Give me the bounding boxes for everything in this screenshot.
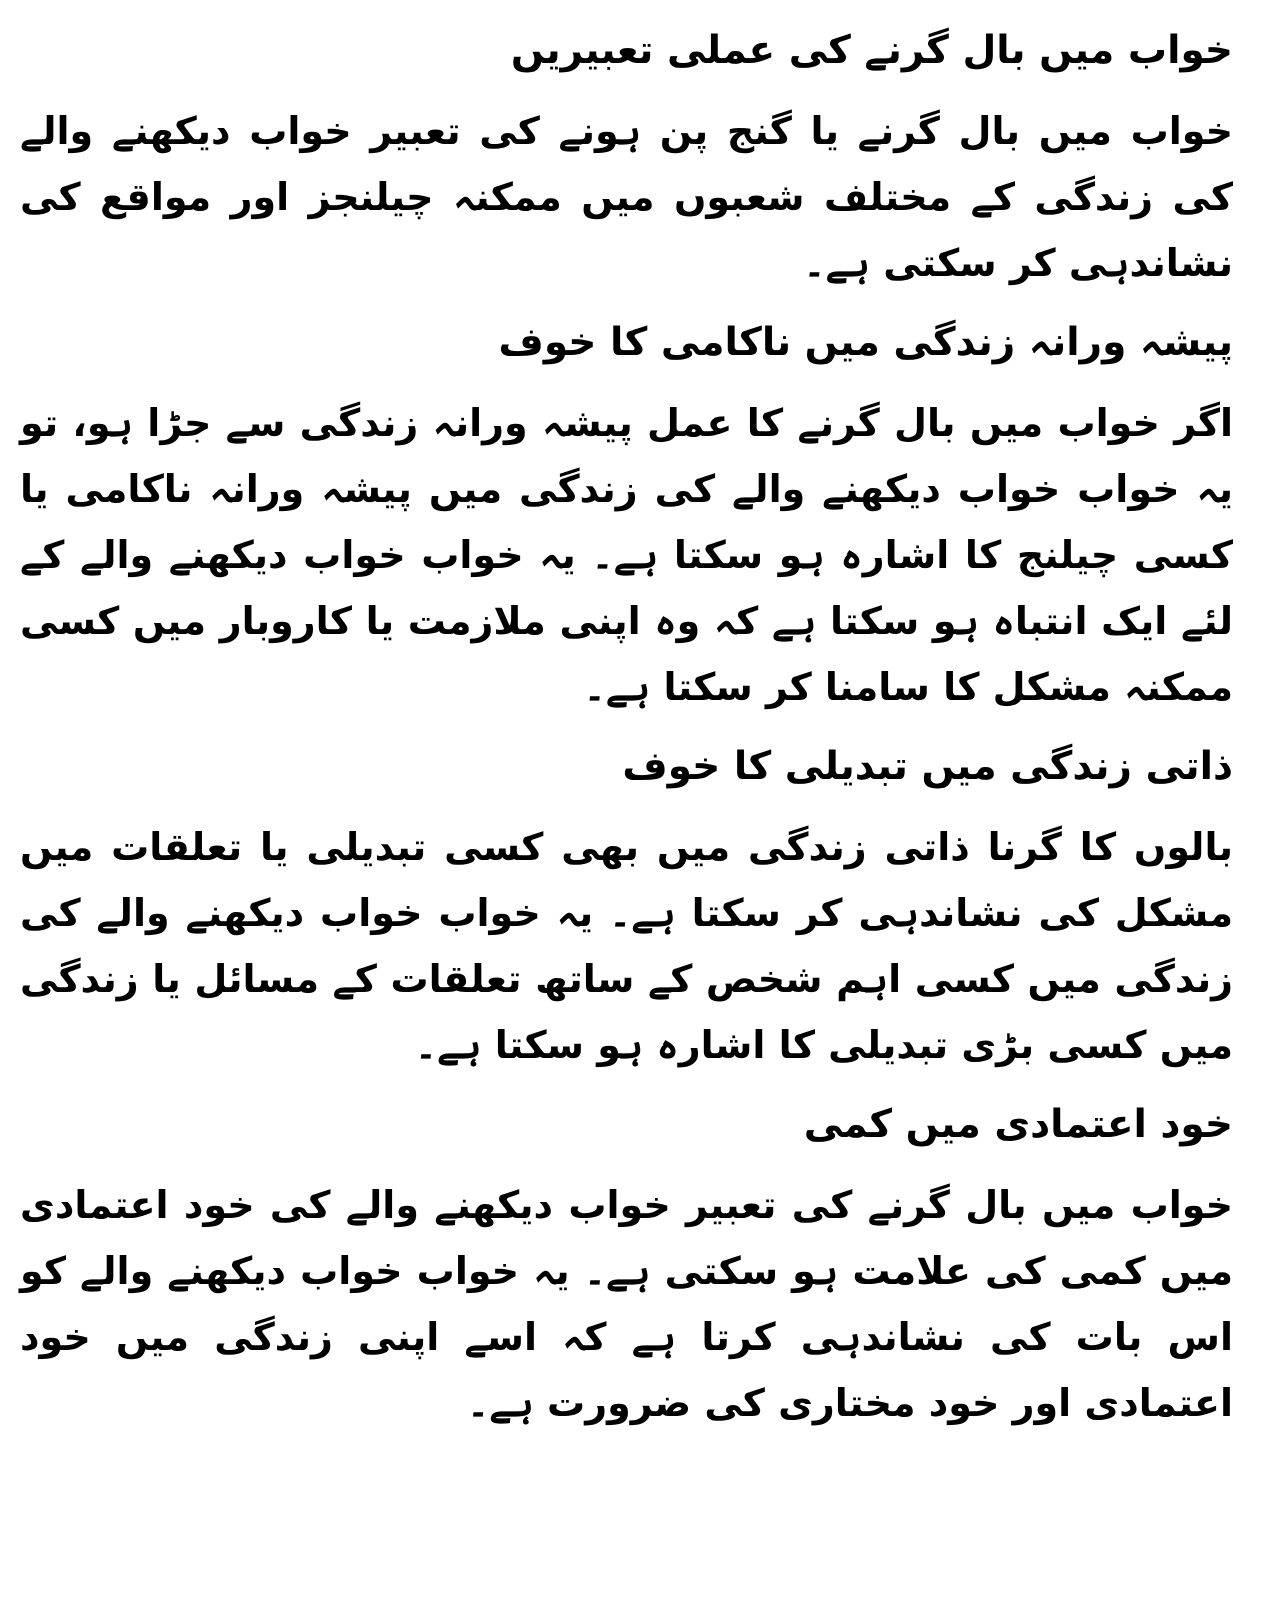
- section-body-personal: بالوں کا گرنا ذاتی زندگی میں بھی کسی تبدیلی یا تعلقات میں مشکل کی نشاندہی کر سکتا ہے۔ یہ خواب خواب دیکھنے والے کی زندگی میں کسی اہم شخص کے ساتھ تعلقات کے مسائل یا زندگی میں کسی بڑی تبدیلی کا اشارہ ہو سکتا ہے۔: [20, 825, 1233, 1067]
- section-heading-confidence: خود اعتمادی میں کمی: [803, 1102, 1233, 1147]
- section-body-confidence: خواب میں بال گرنے کی تعبیر خواب دیکھنے والے کی خود اعتمادی میں کمی کی علامت ہو سکتی ہے۔ یہ خواب خواب دیکھنے والے کو اس بات کی نشاندہی کرتا ہے کہ اسے اپنی زندگی میں خود اعتمادی اور خود مختاری کی ضرورت ہے۔: [20, 1183, 1233, 1425]
- intro-paragraph: خواب میں بال گرنے یا گنج پن ہونے کی تعبیر خواب دیکھنے والے کی زندگی کے مختلف شعبوں میں ممکنہ چیلنجز اور مواقع کی نشاندہی کر سکتی ہے۔: [20, 109, 1233, 285]
- section-heading-professional: پیشہ ورانہ زندگی میں ناکامی کا خوف: [498, 320, 1233, 365]
- section-heading-personal: ذاتی زندگی میں تبدیلی کا خوف: [622, 744, 1233, 789]
- section-body-professional: اگر خواب میں بال گرنے کا عمل پیشہ ورانہ زندگی سے جڑا ہو، تو یہ خواب خواب دیکھنے والے کی زندگی میں پیشہ ورانہ ناکامی یا کسی چیلنج کا اشارہ ہو سکتا ہے۔ یہ خواب خواب دیکھنے والے کے لئے ایک انتباہ ہو سکتا ہے کہ وہ اپنی ملازمت یا کاروبار میں کسی ممکنہ مشکل کا سامنا کر سکتا ہے۔: [20, 401, 1233, 709]
- page-title: خواب میں بال گرنے کی عملی تعبیریں: [510, 28, 1233, 73]
